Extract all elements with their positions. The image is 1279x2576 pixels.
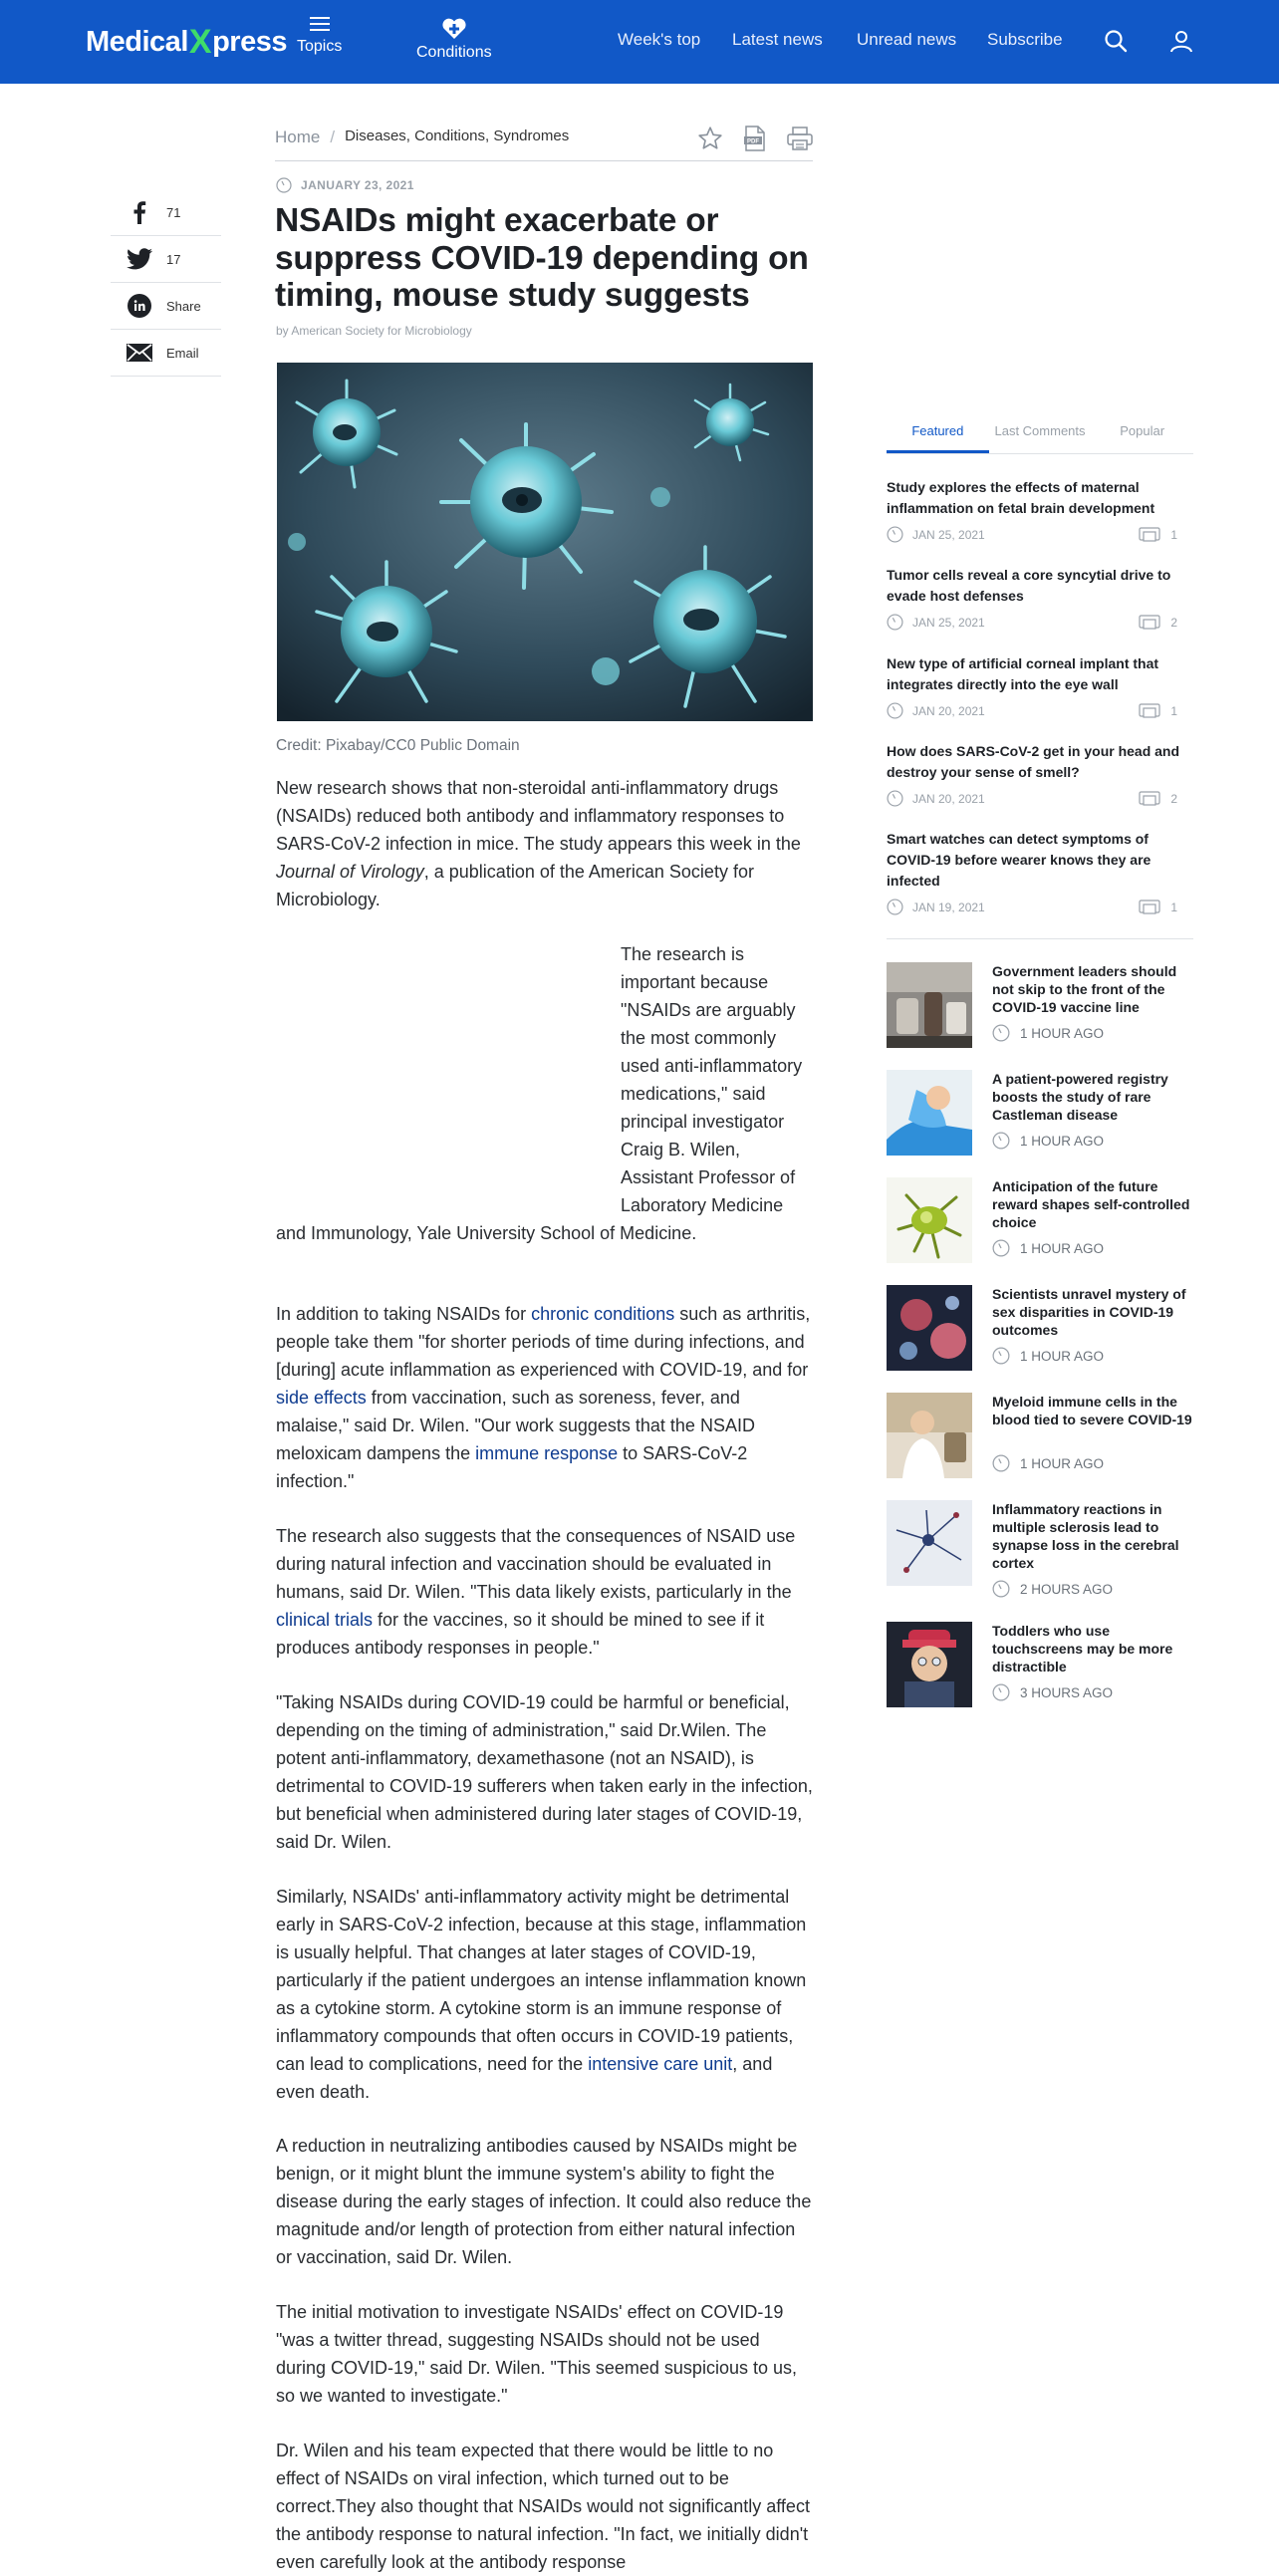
news-thumbnail[interactable]: [887, 1285, 972, 1371]
news-title[interactable]: Myeloid immune cells in the blood tied to severe COVID-19: [992, 1394, 1192, 1427]
article-paragraph: In addition to taking NSAIDs for chronic conditions such as arthritis, people take them "for shorter periods of time during infections, and [during] acute inflammation as experienced with COVID-19, and for side effects from vaccination, such as soreness, fever, and malaise," said Dr. Wilen. "Our work suggests that the NSAID meloxicam dampens the immune response to SARS-CoV-2 infection.": [276, 1304, 811, 1491]
clock-icon: [887, 702, 903, 719]
share-linkedin[interactable]: [111, 283, 221, 330]
link-immune-response[interactable]: immune response: [475, 1443, 619, 1463]
news-title[interactable]: Government leaders should not skip to the front of the COVID-19 vaccine line: [992, 963, 1177, 1015]
article-paragraph: The research is important because "NSAIDs are arguably the most commonly used anti-inflammatory medications," said principal investigator Craig B. Wilen, Assistant Professor of Laboratory Medicine and Immunology, Yale University School of Medicine.: [276, 940, 814, 1247]
link-side-effects[interactable]: side effects: [276, 1388, 367, 1408]
breadcrumb-separator: /: [330, 128, 336, 146]
tab-featured[interactable]: Featured: [887, 416, 989, 453]
link-chronic-conditions[interactable]: chronic conditions: [531, 1304, 675, 1324]
ad-placeholder: [276, 940, 621, 1219]
topics-label: Topics: [297, 38, 343, 55]
divider: [887, 938, 1193, 939]
share-facebook[interactable]: [111, 189, 221, 236]
email-icon: [125, 338, 154, 368]
news-meta: [992, 1347, 1104, 1365]
featured-meta: [887, 526, 1193, 543]
news-thumbnail[interactable]: [887, 1393, 972, 1478]
news-meta: [992, 1132, 1104, 1150]
clock-icon: [992, 1239, 1010, 1257]
twitter-count: 17: [166, 251, 181, 267]
news-thumbnail[interactable]: [887, 1177, 972, 1263]
featured-date: JAN 20, 2021: [912, 703, 985, 718]
news-thumbnail[interactable]: [887, 962, 972, 1048]
news-title[interactable]: Inflammatory reactions in multiple sclerosis lead to synapse loss in the cerebral cortex: [992, 1501, 1179, 1571]
twitter-icon: [125, 244, 154, 274]
clock-icon: [276, 177, 292, 193]
featured-title[interactable]: Tumor cells reveal a core syncytial drive to evade host defenses: [887, 567, 1171, 604]
link-intensive-care-unit[interactable]: intensive care unit: [588, 2054, 733, 2074]
news-title[interactable]: Scientists unravel mystery of sex disparities in COVID-19 outcomes: [992, 1286, 1186, 1338]
featured-meta: [887, 614, 1193, 631]
article-date-text: JANUARY 23, 2021: [301, 178, 414, 192]
topics-button[interactable]: [297, 16, 342, 56]
pdf-icon[interactable]: [743, 126, 767, 151]
comment-icon: [1139, 527, 1160, 543]
article-tools: [697, 126, 813, 151]
tab-popular[interactable]: Popular: [1120, 423, 1165, 438]
facebook-count: 71: [166, 204, 181, 220]
search-icon[interactable]: [1104, 29, 1128, 53]
news-item[interactable]: [887, 1622, 1195, 1707]
news-item[interactable]: [887, 1177, 1195, 1263]
clock-icon: [992, 1024, 1010, 1042]
logo-text-left: Medical: [86, 25, 188, 58]
facebook-icon: [125, 197, 154, 227]
comment-icon: [1139, 791, 1160, 807]
comment-count[interactable]: 2: [1139, 615, 1177, 631]
logo-mark: X: [188, 22, 212, 61]
article-byline[interactable]: by American Society for Microbiology: [276, 324, 472, 338]
news-title[interactable]: Anticipation of the future reward shapes self-controlled choice: [992, 1178, 1190, 1230]
print-icon[interactable]: [787, 126, 813, 151]
news-time: 1 HOUR AGO: [1020, 1455, 1105, 1471]
news-time: 1 HOUR AGO: [1020, 1348, 1105, 1364]
comment-count[interactable]: 1: [1139, 527, 1177, 543]
share-email[interactable]: [111, 330, 221, 377]
journal-name: Journal of Virology: [276, 862, 424, 882]
nav-latest-news[interactable]: Latest news: [732, 30, 823, 49]
featured-item[interactable]: [887, 741, 1193, 807]
nav-subscribe[interactable]: Subscribe: [987, 30, 1063, 49]
clock-icon: [992, 1347, 1010, 1365]
news-meta: [992, 1683, 1113, 1701]
site-logo[interactable]: [86, 22, 287, 62]
nav-unread-news[interactable]: Unread news: [857, 30, 957, 49]
news-item[interactable]: [887, 1500, 1195, 1597]
article-paragraph: Similarly, NSAIDs' anti-inflammatory activity might be detrimental early in SARS-CoV-2 infection, because at this stage, inflammation is usually helpful. That changes at later stages of COVID-19, particularly if the patient undergoes an intense inflammation known as a cytokine storm. A cytokine storm is an immune response of inflammatory compounds that often occurs in COVID-19 patients, can lead to complications, need for the intensive care unit, and even death.: [276, 1887, 807, 2102]
featured-date: JAN 25, 2021: [912, 615, 985, 630]
article-date: [276, 177, 414, 193]
comment-count[interactable]: 2: [1139, 791, 1177, 807]
featured-item[interactable]: [887, 829, 1193, 915]
article-paragraph: A reduction in neutralizing antibodies caused by NSAIDs might be benign, or it might blunt the immune system's ability to fight the disease during the early stages of infection. It could also reduce the magnitude and/or length of protection from either natural infection or vaccination, said Dr. Wilen.: [276, 2136, 812, 2267]
comment-count[interactable]: 1: [1139, 703, 1177, 719]
news-thumbnail[interactable]: [887, 1070, 972, 1156]
link-clinical-trials[interactable]: clinical trials: [276, 1610, 374, 1630]
featured-item[interactable]: [887, 565, 1193, 631]
news-item[interactable]: [887, 1070, 1195, 1156]
featured-title[interactable]: Study explores the effects of maternal inflammation on fetal brain development: [887, 479, 1155, 516]
article-hero-image[interactable]: [277, 363, 813, 721]
news-title[interactable]: A patient-powered registry boosts the study of rare Castleman disease: [992, 1071, 1168, 1123]
conditions-button[interactable]: [416, 18, 492, 62]
article-paragraph: The initial motivation to investigate NSAIDs' effect on COVID-19 "was a twitter thread, suggesting NSAIDs should not be used during COVID-19," said Dr. Wilen. "This seemed suspicious to us, so we wanted to investigate.": [276, 2302, 797, 2406]
news-meta: [992, 1239, 1104, 1257]
featured-item[interactable]: [887, 653, 1193, 719]
featured-title[interactable]: How does SARS-CoV-2 get in your head and destroy your sense of smell?: [887, 743, 1180, 780]
news-item[interactable]: [887, 1393, 1195, 1478]
star-icon[interactable]: [697, 126, 723, 151]
featured-title[interactable]: Smart watches can detect symptoms of COVID-19 before wearer knows they are infected: [887, 831, 1151, 889]
email-label: Email: [166, 345, 199, 361]
clock-icon: [887, 899, 903, 915]
news-time: 3 HOURS AGO: [1020, 1684, 1114, 1700]
article-paragraph: The research also suggests that the consequences of NSAID use during natural infection and vaccination should be evaluated in humans, said Dr. Wilen. "This data likely exists, particularly in the clinical trials for the vaccines, so it should be mined to see if it produces antibody responses in people.": [276, 1526, 796, 1658]
comment-icon: [1139, 900, 1160, 915]
comment-icon: [1139, 703, 1160, 719]
breadcrumb-home[interactable]: Home: [275, 128, 321, 146]
breadcrumb: [275, 128, 813, 161]
article-paragraph: New research shows that non-steroidal anti-inflammatory drugs (NSAIDs) reduced both antibody and inflammatory responses to SARS-CoV-2 infection in mice. The study appears this week in the Journal of Virology, a publication of the American Society for Microbiology.: [276, 778, 801, 909]
news-time: 1 HOUR AGO: [1020, 1025, 1105, 1041]
image-caption: Credit: Pixabay/CC0 Public Domain: [276, 737, 520, 754]
svg-text:PDF: PDF: [747, 138, 759, 145]
news-time: 1 HOUR AGO: [1020, 1240, 1105, 1256]
featured-meta: [887, 702, 1193, 719]
news-time: 2 HOURS AGO: [1020, 1581, 1114, 1597]
news-meta: [992, 1580, 1113, 1598]
clock-icon: [992, 1454, 1010, 1472]
news-thumbnail[interactable]: [887, 1500, 972, 1586]
news-title[interactable]: Toddlers who use touchscreens may be more distractible: [992, 1623, 1173, 1674]
clock-icon: [887, 526, 903, 543]
top-navigation-bar: [0, 0, 1279, 84]
user-icon[interactable]: [1169, 29, 1193, 53]
news-meta: [992, 1024, 1104, 1042]
news-item[interactable]: [887, 962, 1195, 1048]
sidebar-tabs: [887, 416, 1193, 454]
news-item[interactable]: [887, 1285, 1195, 1371]
menu-icon: [310, 16, 330, 32]
breadcrumb-category[interactable]: Diseases, Conditions, Syndromes: [345, 128, 570, 144]
featured-title[interactable]: New type of artificial corneal implant that integrates directly into the eye wall: [887, 655, 1159, 692]
share-panel: [111, 189, 221, 377]
share-twitter[interactable]: [111, 236, 221, 283]
clock-icon: [887, 790, 903, 807]
featured-meta: [887, 899, 1193, 915]
heart-plus-icon: [441, 18, 467, 40]
article-title: NSAIDs might exacerbate or suppress COVID-19 depending on timing, mouse study suggests: [275, 202, 809, 314]
comment-icon: [1139, 615, 1160, 631]
featured-item[interactable]: [887, 477, 1193, 543]
conditions-label: Conditions: [416, 44, 492, 61]
linkedin-icon: [125, 291, 154, 321]
clock-icon: [992, 1683, 1010, 1701]
featured-meta: [887, 790, 1193, 807]
linkedin-share-label: Share: [166, 298, 201, 314]
news-thumbnail[interactable]: [887, 1622, 972, 1707]
logo-text-right: press: [212, 25, 287, 58]
comment-count[interactable]: 1: [1139, 900, 1177, 915]
article-paragraph: Dr. Wilen and his team expected that there would be little to no effect of NSAIDs on viral infection, which turned out to be correct.They also thought that NSAIDs would not significantly affect the antibody response to natural infection. "In fact, we initially didn't even carefully look at the antibody response: [276, 2441, 810, 2572]
clock-icon: [992, 1580, 1010, 1598]
featured-date: JAN 25, 2021: [912, 527, 985, 542]
news-time: 1 HOUR AGO: [1020, 1133, 1105, 1149]
clock-icon: [992, 1132, 1010, 1150]
article-paragraph: "Taking NSAIDs during COVID-19 could be harmful or beneficial, depending on the timing of administration," said Dr.Wilen. The potent anti-inflammatory, dexamethasone (not an NSAID), is detrimental to COVID-19 sufferers when taken early in the infection, but beneficial when administered during later stages of COVID-19, said Dr. Wilen.: [276, 1692, 813, 1852]
nav-weeks-top[interactable]: Week's top: [618, 30, 701, 49]
featured-date: JAN 19, 2021: [912, 900, 985, 914]
featured-date: JAN 20, 2021: [912, 791, 985, 806]
tab-last-comments[interactable]: Last Comments: [994, 423, 1086, 438]
news-meta: [992, 1454, 1104, 1472]
clock-icon: [887, 614, 903, 631]
